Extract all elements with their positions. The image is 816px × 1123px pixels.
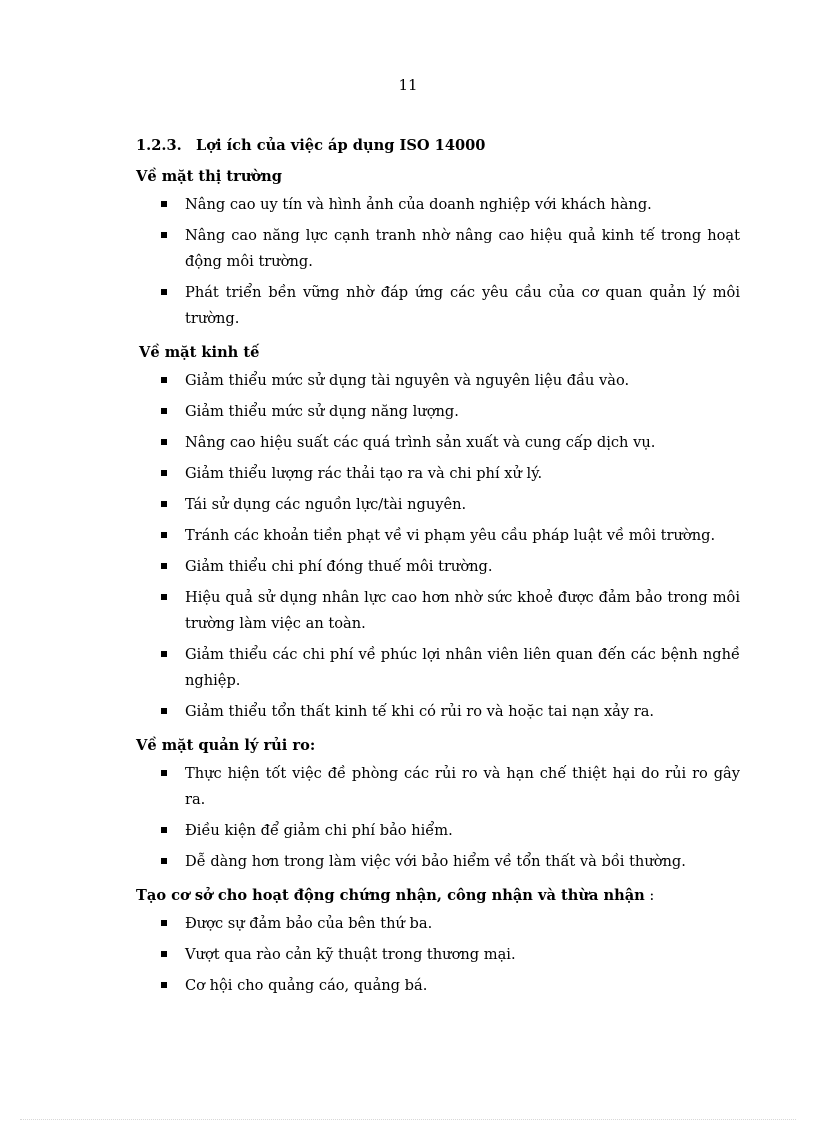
list-item-text: Cơ hội cho quảng cáo, quảng bá. bbox=[185, 977, 428, 994]
subheading-risk-management: Về mặt quản lý rủi ro: bbox=[136, 737, 316, 754]
square-bullet-icon bbox=[161, 439, 167, 445]
list-item-text: Được sự đảm bảo của bên thứ ba. bbox=[185, 915, 433, 932]
list-item bbox=[136, 430, 740, 456]
section-title: Lợi ích của việc áp dụng ISO 14000 bbox=[196, 137, 486, 154]
bullet-list-risk-management bbox=[136, 761, 740, 875]
list-item bbox=[136, 942, 740, 968]
section-heading bbox=[136, 130, 740, 161]
list-item-text: Dễ dàng hơn trong làm việc với bảo hiểm về tổn thất và bồi thường. bbox=[185, 853, 686, 870]
list-item bbox=[136, 585, 740, 637]
list-item bbox=[136, 461, 740, 487]
square-bullet-icon bbox=[161, 201, 167, 207]
square-bullet-icon bbox=[161, 858, 167, 864]
square-bullet-icon bbox=[161, 408, 167, 414]
square-bullet-icon bbox=[161, 470, 167, 476]
list-item-text: Giảm thiểu chi phí đóng thuế môi trường. bbox=[185, 558, 493, 575]
list-item bbox=[136, 761, 740, 813]
list-item-text: Tái sử dụng các nguồn lực/tài nguyên. bbox=[185, 496, 467, 513]
list-item-text: Giảm thiểu lượng rác thải tạo ra và chi phí xử lý. bbox=[185, 465, 543, 482]
list-item bbox=[136, 223, 740, 275]
list-item-text: Giảm thiểu tổn thất kinh tế khi có rủi ro và hoặc tai nạn xảy ra. bbox=[185, 703, 655, 720]
square-bullet-icon bbox=[161, 377, 167, 383]
square-bullet-icon bbox=[161, 289, 167, 295]
square-bullet-icon bbox=[161, 651, 167, 657]
list-item bbox=[136, 911, 740, 937]
square-bullet-icon bbox=[161, 951, 167, 957]
list-item bbox=[136, 818, 740, 844]
list-item-text: Hiệu quả sử dụng nhân lực cao hơn nhờ sức khoẻ được đảm bảo trong môi trường làm việc an toàn. bbox=[185, 589, 740, 632]
list-item bbox=[136, 368, 740, 394]
subheading-economic: Về mặt kinh tế bbox=[139, 344, 260, 361]
square-bullet-icon bbox=[161, 232, 167, 238]
square-bullet-icon bbox=[161, 501, 167, 507]
square-bullet-icon bbox=[161, 532, 167, 538]
list-item-text: Vượt qua rào cản kỹ thuật trong thương mại. bbox=[185, 946, 516, 963]
section-number: 1.2.3. bbox=[136, 137, 182, 154]
list-item bbox=[136, 554, 740, 580]
square-bullet-icon bbox=[161, 827, 167, 833]
list-item-text: Tránh các khoản tiền phạt về vi phạm yêu cầu pháp luật về môi trường. bbox=[185, 527, 716, 544]
bullet-list-market bbox=[136, 192, 740, 332]
list-item-text: Thực hiện tốt việc đề phòng các rủi ro và hạn chế thiệt hại do rủi ro gây ra. bbox=[185, 765, 740, 808]
list-item bbox=[136, 399, 740, 425]
bullet-list-economic bbox=[136, 368, 740, 725]
square-bullet-icon bbox=[161, 920, 167, 926]
list-item-text: Nâng cao uy tín và hình ảnh của doanh nghiệp với khách hàng. bbox=[185, 196, 652, 213]
subheading-certification bbox=[136, 880, 740, 911]
list-item-text: Điều kiện để giảm chi phí bảo hiểm. bbox=[185, 822, 453, 839]
list-item-text: Giảm thiểu mức sử dụng năng lượng. bbox=[185, 403, 459, 420]
bullet-list-certification bbox=[136, 911, 740, 999]
list-item bbox=[136, 849, 740, 875]
subheading-market: Về mặt thị trường bbox=[136, 168, 282, 185]
list-item bbox=[136, 699, 740, 725]
document-body bbox=[136, 130, 740, 1004]
list-item bbox=[136, 492, 740, 518]
list-item bbox=[136, 280, 740, 332]
page-number: 11 bbox=[398, 76, 418, 94]
square-bullet-icon bbox=[161, 563, 167, 569]
square-bullet-icon bbox=[161, 708, 167, 714]
list-item-text: Giảm thiểu mức sử dụng tài nguyên và nguyên liệu đầu vào. bbox=[185, 372, 630, 389]
square-bullet-icon bbox=[161, 770, 167, 776]
list-item bbox=[136, 523, 740, 549]
page-bottom-divider bbox=[20, 1119, 796, 1120]
square-bullet-icon bbox=[161, 594, 167, 600]
list-item bbox=[136, 642, 740, 694]
list-item-text: Phát triển bền vững nhờ đáp ứng các yêu cầu của cơ quan quản lý môi trường. bbox=[185, 284, 740, 327]
subheading-suffix: : bbox=[644, 887, 655, 904]
square-bullet-icon bbox=[161, 982, 167, 988]
list-item bbox=[136, 192, 740, 218]
list-item-text: Nâng cao hiệu suất các quá trình sản xuất và cung cấp dịch vụ. bbox=[185, 434, 656, 451]
list-item bbox=[136, 973, 740, 999]
list-item-text: Giảm thiểu các chi phí về phúc lợi nhân viên liên quan đến các bệnh nghề nghiệp. bbox=[185, 646, 740, 689]
subheading-certification-text: Tạo cơ sở cho hoạt động chứng nhận, công nhận và thừa nhận bbox=[136, 887, 645, 904]
list-item-text: Nâng cao năng lực cạnh tranh nhờ nâng cao hiệu quả kinh tế trong hoạt động môi trường. bbox=[185, 227, 740, 270]
